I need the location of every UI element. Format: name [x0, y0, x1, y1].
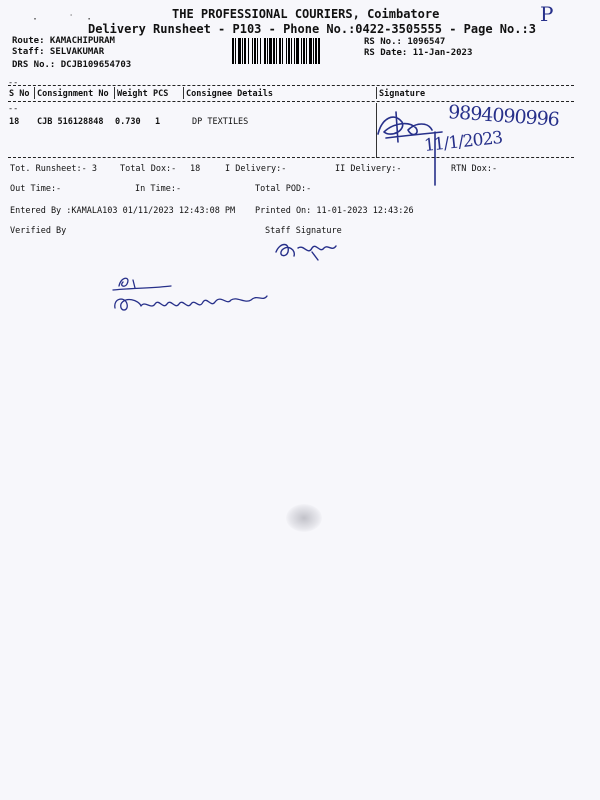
- barcode-bar: [291, 38, 292, 64]
- barcode-bar: [294, 38, 295, 64]
- ink-stroke: [430, 130, 440, 190]
- barcode-bar: [273, 38, 275, 64]
- barcode-bar: [313, 38, 314, 64]
- corner-mark: P: [540, 2, 554, 26]
- barcode-bar: [264, 38, 266, 64]
- printed-on: Printed On: 11-01-2023 12:43:26: [255, 206, 414, 216]
- barcode-bar: [252, 38, 253, 64]
- table-bottom-rule: [8, 157, 574, 158]
- scan-smudge: [286, 504, 322, 532]
- col-divider: [376, 87, 377, 99]
- cell-consignee: DP TEXTILES: [192, 117, 249, 127]
- col-header-weight: Weight: [117, 89, 148, 99]
- barcode-bar: [269, 38, 272, 64]
- barcode-bar: [276, 38, 277, 64]
- total-dox-value: 18: [190, 164, 201, 174]
- entered-by: Entered By :KAMALA103 01/11/2023 12:43:08 PM: [10, 206, 236, 216]
- col-divider: [114, 87, 115, 99]
- col-header-pcs: PCS: [153, 89, 169, 99]
- drs-number: DRS No.: DCJB109654703: [12, 60, 132, 70]
- rtn-dox: RTN Dox:-: [451, 164, 498, 174]
- barcode-bar: [242, 38, 243, 64]
- barcode-bar: [315, 38, 317, 64]
- barcode-bar: [257, 38, 258, 64]
- cell-consignment-no: CJB 516128848: [37, 117, 104, 127]
- table-top-rule: [8, 85, 574, 86]
- staff-text: Staff: SELVAKUMAR: [12, 47, 105, 57]
- barcode-bar: [286, 38, 287, 64]
- barcode: [232, 38, 358, 64]
- col-divider: [34, 87, 35, 99]
- barcode-bar: [288, 38, 290, 64]
- dash-mark-row: --: [8, 104, 19, 114]
- cell-sno: 18: [9, 117, 20, 127]
- route-text: Route: KAMACHIPURAM: [12, 36, 115, 46]
- barcode-bar: [238, 38, 241, 64]
- rs-number: RS No.: 1096547: [364, 37, 446, 47]
- barcode-bar: [301, 38, 302, 64]
- barcode-bar: [282, 38, 283, 64]
- barcode-bar: [279, 38, 281, 64]
- barcode-bar: [303, 38, 305, 64]
- handwritten-phone: 9894090996: [447, 101, 560, 131]
- barcode-bar: [244, 38, 246, 64]
- col-header-consignment: Consignment No: [37, 89, 109, 99]
- tot-runsheet: Tot. Runsheet:- 3: [10, 164, 97, 174]
- barcode-bar: [309, 38, 312, 64]
- staff-signature-label: Staff Signature: [265, 226, 342, 236]
- barcode-bar: [254, 38, 256, 64]
- col-header-signature: Signature: [379, 89, 426, 99]
- verifier-signature: [105, 270, 275, 318]
- barcode-bar: [248, 38, 249, 64]
- total-pod: Total POD:-: [255, 184, 312, 194]
- out-time: Out Time:-: [10, 184, 62, 194]
- verified-by: Verified By: [10, 226, 67, 236]
- runsheet-title: Delivery Runsheet - P103 - Phone No.:0422-3505555 - Page No.:3: [88, 22, 536, 36]
- col-divider: [183, 87, 184, 99]
- barcode-bar: [296, 38, 299, 64]
- rs-date: RS Date: 11-Jan-2023: [364, 48, 473, 58]
- in-time: In Time:-: [135, 184, 182, 194]
- i-delivery: I Delivery:-: [225, 164, 287, 174]
- handwritten-date: 11/1/2023: [423, 127, 504, 157]
- barcode-bar: [235, 38, 236, 64]
- cell-pcs: 1: [155, 117, 161, 127]
- dash-mark-top: --: [8, 78, 19, 88]
- total-dox-label: Total Dox:-: [120, 164, 177, 174]
- ii-delivery: II Delivery:-: [335, 164, 402, 174]
- barcode-bar: [267, 38, 268, 64]
- barcode-bar: [260, 38, 261, 64]
- cell-weight: 0.730: [115, 117, 141, 127]
- barcode-bar: [306, 38, 307, 64]
- barcode-bar: [232, 38, 234, 64]
- company-title: THE PROFESSIONAL COURIERS, Coimbatore: [172, 7, 440, 21]
- col-header-consignee: Consignee Details: [186, 89, 273, 99]
- col-header-sno: S No: [9, 89, 30, 99]
- table-header-rule: [8, 101, 574, 102]
- staff-signature: [272, 238, 342, 264]
- scan-specks: · ˙ ·: [32, 14, 93, 25]
- barcode-bar: [318, 38, 320, 64]
